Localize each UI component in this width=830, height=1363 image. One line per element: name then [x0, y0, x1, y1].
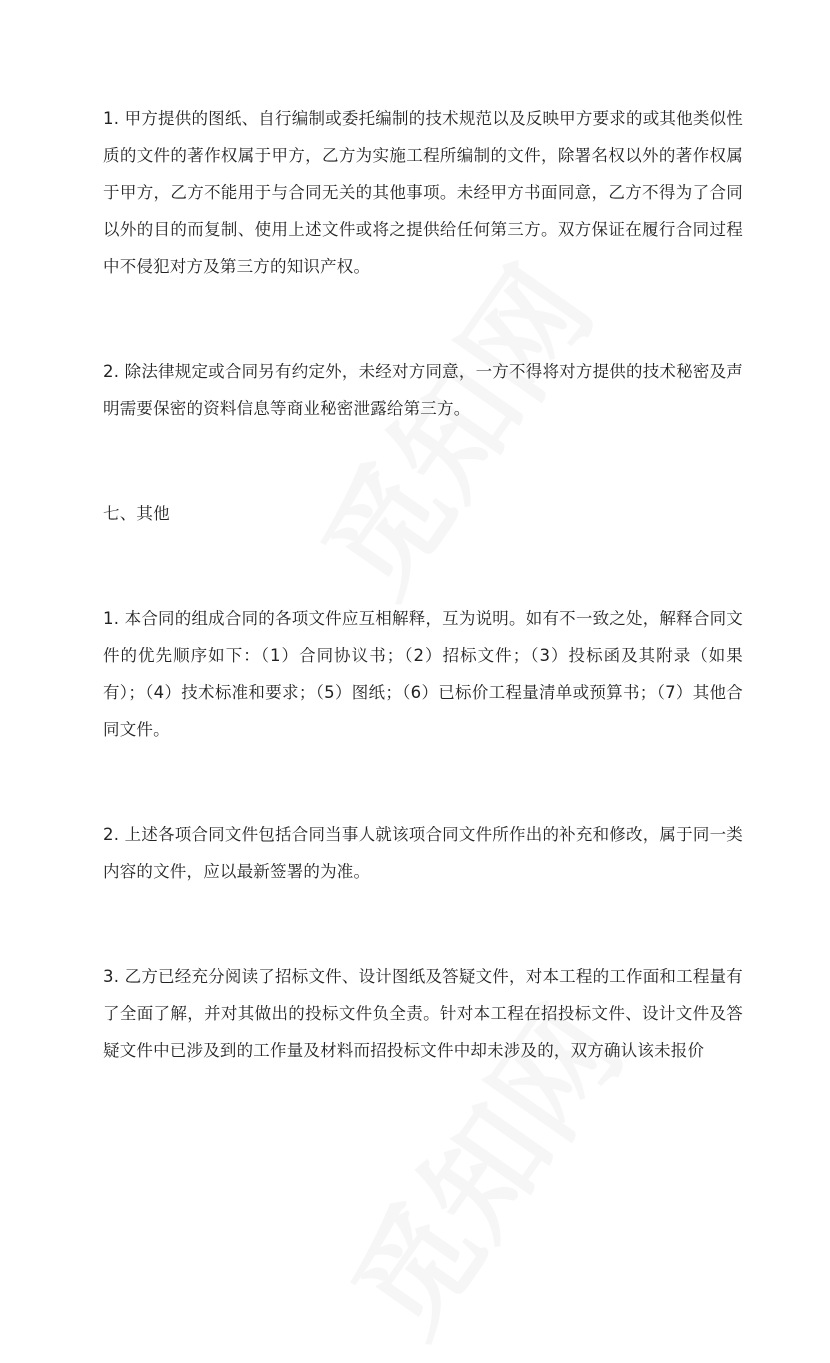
- document-body: [103, 100, 743, 1137]
- paragraph-other-3: 3. 乙方已经充分阅读了招标文件、设计图纸及答疑文件，对本工程的工作面和工程量有了全面了解，并对其做出的投标文件负全责。针对本工程在招投标文件、设计文件及答疑文件中已涉及到的工作量及材料而招投标文件中却未涉及的，双方确认该未报价: [103, 967, 743, 1060]
- paragraph-other-2: 2. 上述各项合同文件包括合同当事人就该项合同文件所作出的补充和修改，属于同一类内容的文件，应以最新签署的为准。: [103, 825, 743, 881]
- section-heading-other: 七、其他: [103, 504, 170, 523]
- paragraph-other-1: 1. 本合同的组成合同的各项文件应互相解释，互为说明。如有不一致之处，解释合同文件的优先顺序如下：（1）合同协议书；（2）招标文件；（3）投标函及其附录（如果有）；（4）技术标准和要求；（5）图纸；（6）已标价工程量清单或预算书；（7）其他合同文件。: [103, 609, 743, 739]
- paragraph-ip-1: 1. 甲方提供的图纸、自行编制或委托编制的技术规范以及反映甲方要求的或其他类似性质的文件的著作权属于甲方，乙方为实施工程所编制的文件，除署名权以外的著作权属于甲方，乙方不能用于与合同无关的其他事项。未经甲方书面同意，乙方不得为了合同以外的目的而复制、使用上述文件或将之提供给任何第三方。双方保证在履行合同过程中不侵犯对方及第三方的知识产权。: [103, 109, 743, 276]
- paragraph-ip-2: 2. 除法律规定或合同另有约定外，未经对方同意，一方不得将对方提供的技术秘密及声明需要保密的资料信息等商业秘密泄露给第三方。: [103, 362, 743, 418]
